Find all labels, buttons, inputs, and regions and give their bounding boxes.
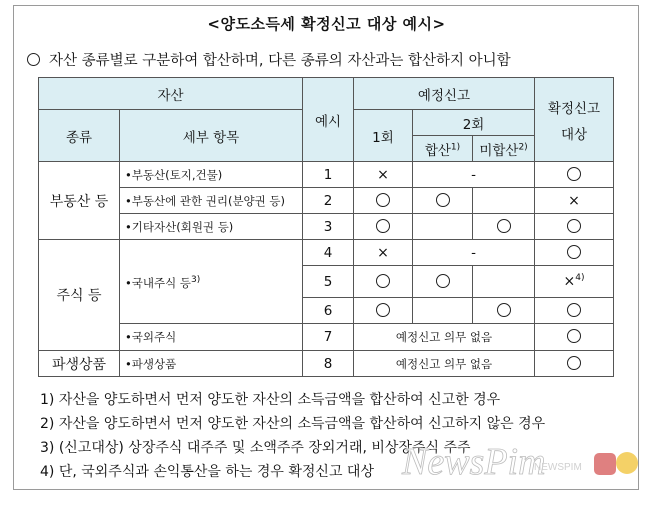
circle-mark-icon [497, 219, 511, 233]
detail-item-foreign: •국외주식 [120, 324, 303, 351]
header-prelim: 예정신고 [354, 78, 535, 110]
header-uncombined [473, 136, 535, 162]
example-no: 6 [303, 298, 354, 324]
example-no: 8 [303, 351, 354, 377]
circle-mark-icon [567, 167, 581, 181]
kind-derivatives: 파생상품 [39, 351, 120, 377]
header-asset: 자산 [39, 78, 303, 110]
detail-item: •부동산(토지,건물) [120, 162, 303, 188]
example-no: 2 [303, 188, 354, 214]
header-combined-label: 합산 [424, 142, 451, 159]
first-cell [354, 188, 413, 214]
first-cell [354, 214, 413, 240]
example-no: 1 [303, 162, 354, 188]
header-first: 1회 [354, 110, 413, 162]
watermark-brand: NewsPim [402, 441, 546, 483]
first-cell [354, 266, 413, 298]
circle-mark-icon [376, 303, 390, 317]
no-obligation-note: 예정신고 의무 없음 [354, 351, 535, 377]
x-mark: × [568, 192, 580, 209]
uncombined-cell [473, 188, 535, 214]
circle-mark-icon [567, 219, 581, 233]
footnote-ref-3: 3) [190, 274, 201, 285]
circle-mark-icon [376, 193, 390, 207]
kind-real-estate: 부동산 등 [39, 162, 120, 240]
table-row [39, 324, 614, 351]
final-cell [535, 324, 614, 351]
first-cell [354, 162, 413, 188]
table-row [39, 162, 614, 188]
example-no: 4 [303, 240, 354, 266]
x-mark: × [377, 166, 389, 183]
circle-mark-icon [376, 274, 390, 288]
circle-mark-icon [567, 356, 581, 370]
detail-item: •부동산에 관한 권리(분양권 등) [120, 188, 303, 214]
combined-cell [413, 298, 473, 324]
uncombined-cell [473, 298, 535, 324]
header-second: 2회 [413, 110, 535, 136]
final-cell [535, 162, 614, 188]
final-cell [535, 351, 614, 377]
first-cell [354, 298, 413, 324]
header-example: 예시 [303, 78, 354, 162]
circle-mark-icon [567, 245, 581, 259]
footnote-4: 4) 단, 국외주식과 손익통산을 하는 경우 확정신고 대상 [40, 464, 374, 480]
circle-mark-icon [376, 219, 390, 233]
combined-cell [413, 214, 473, 240]
no-obligation-note: 예정신고 의무 없음 [354, 324, 535, 351]
second-merged-cell: - [413, 240, 535, 266]
page-title: <양도소득세 확정신고 대상 예시> [207, 15, 446, 33]
bullet-circle-icon [27, 53, 40, 66]
example-table [38, 77, 614, 377]
circle-mark-icon [567, 303, 581, 317]
header-uncombined-label: 미합산 [479, 142, 519, 159]
circle-mark-icon [436, 274, 450, 288]
header-final-line1: 확정신고 [547, 100, 601, 117]
second-merged-cell: - [413, 162, 535, 188]
combined-cell [413, 266, 473, 298]
intro-text: 자산 종류별로 구분하여 합산하며, 다른 종류의 자산과는 합산하지 아니함 [49, 53, 511, 69]
footnote-2: 2) 자산을 양도하면서 먼저 양도한 자산의 소득금액을 합산하여 신고하지 않은 경우 [40, 416, 546, 432]
header-final [535, 78, 614, 162]
header-detail: 세부 항목 [120, 110, 303, 162]
header-final-line2: 대상 [560, 126, 588, 143]
first-cell [354, 240, 413, 266]
table-row [39, 214, 614, 240]
detail-item-derivatives: •파생상품 [120, 351, 303, 377]
final-cell [535, 188, 614, 214]
footnote-ref-4: 4) [575, 273, 585, 284]
circle-mark-icon [567, 329, 581, 343]
combined-cell [413, 188, 473, 214]
detail-domestic-label: •국내주식 등 [125, 275, 191, 290]
table-row [39, 240, 614, 266]
circle-mark-icon [497, 303, 511, 317]
footnote-ref-1: 1) [450, 142, 461, 152]
table-row [39, 351, 614, 377]
footnote-3: 3) (신고대상) 상장주식 대주주 및 소액주주 장외거래, 비상장주식 주주 [40, 440, 471, 456]
header-combined [413, 136, 473, 162]
x-mark: × [563, 273, 576, 290]
x-mark: × [377, 244, 389, 261]
final-cell [535, 266, 614, 298]
example-no: 5 [303, 266, 354, 298]
final-cell [535, 240, 614, 266]
intro-line [27, 49, 511, 70]
table-row [39, 188, 614, 214]
circle-mark-icon [436, 193, 450, 207]
example-no: 3 [303, 214, 354, 240]
footnote-ref-2: 2) [518, 142, 528, 152]
final-cell [535, 214, 614, 240]
header-kind: 종류 [39, 110, 120, 162]
final-cell [535, 298, 614, 324]
detail-item: •기타자산(회원권 등) [120, 214, 303, 240]
uncombined-cell [473, 214, 535, 240]
kind-stocks: 주식 등 [39, 240, 120, 351]
uncombined-cell [473, 266, 535, 298]
detail-item-domestic [120, 240, 303, 324]
example-no: 7 [303, 324, 354, 351]
watermark-small: NEWSPIM [534, 462, 582, 473]
footnotes [40, 388, 545, 484]
footnote-1: 1) 자산을 양도하면서 먼저 양도한 자산의 소득금액을 합산하여 신고한 경우 [40, 392, 501, 408]
